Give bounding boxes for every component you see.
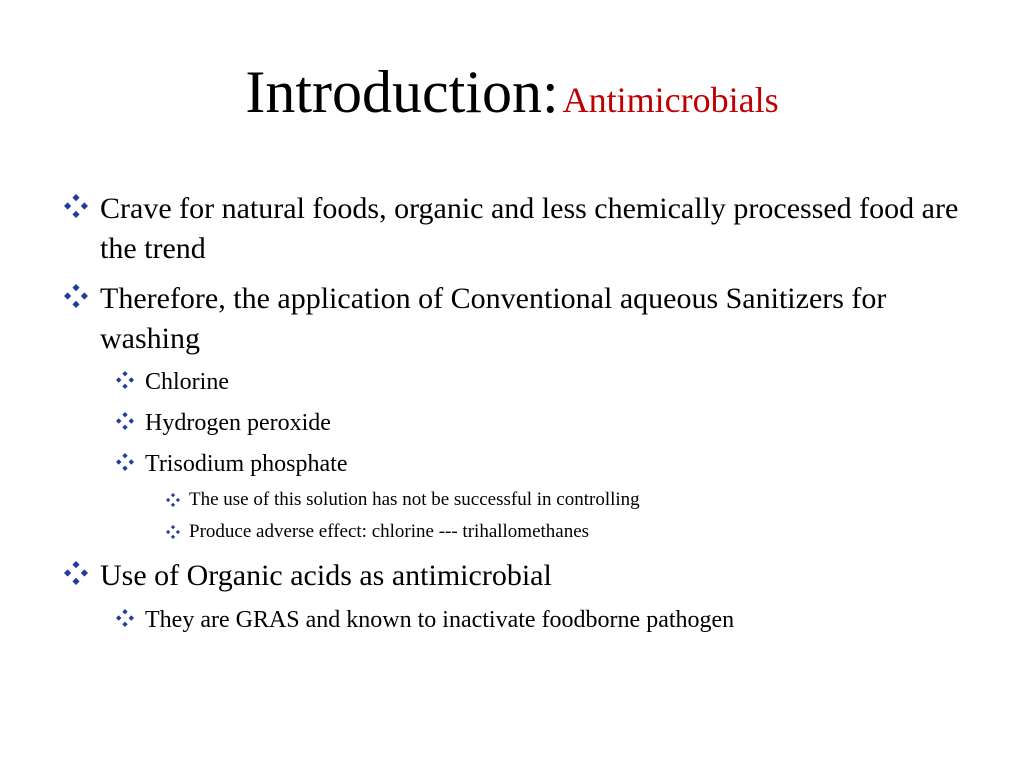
bullet-text: The use of this solution has not be successful in controlling (189, 489, 640, 510)
bullet-text: Produce adverse effect: chlorine --- trihallomethanes (189, 521, 590, 542)
bullet-text: They are GRAS and known to inactivate foodborne pathogen (145, 607, 735, 633)
bullet-adverse-effect (166, 520, 986, 544)
diamond-bullet-icon (116, 371, 134, 389)
bullet-conventional-sanitizers (64, 279, 964, 359)
diamond-bullet-icon (166, 525, 180, 539)
bullet-chlorine (116, 367, 976, 397)
diamond-bullet-icon (64, 284, 88, 308)
bullet-trisodium-phosphate (116, 449, 976, 479)
bullet-gras (116, 605, 976, 635)
diamond-bullet-icon (64, 561, 88, 585)
bullet-text: Therefore, the application of Conventional aqueous Sanitizers for washing (100, 282, 887, 355)
slide-title (0, 59, 1024, 125)
diamond-bullet-icon (64, 194, 88, 218)
title-main: Introduction: (245, 59, 559, 125)
diamond-bullet-icon (116, 609, 134, 627)
bullet-not-successful (166, 488, 986, 512)
diamond-bullet-icon (116, 412, 134, 430)
bullet-natural-foods (64, 189, 964, 269)
diamond-bullet-icon (166, 493, 180, 507)
diamond-bullet-icon (116, 453, 134, 471)
title-subtitle: Antimicrobials (562, 80, 779, 120)
bullet-text: Crave for natural foods, organic and less chemically processed food are the trend (100, 192, 959, 265)
bullet-text: Use of Organic acids as antimicrobial (100, 559, 552, 592)
bullet-text: Trisodium phosphate (145, 451, 348, 477)
bullet-text: Hydrogen peroxide (145, 410, 331, 436)
bullet-organic-acids (64, 556, 964, 596)
bullet-text: Chlorine (145, 369, 229, 395)
bullet-hydrogen-peroxide (116, 408, 976, 438)
